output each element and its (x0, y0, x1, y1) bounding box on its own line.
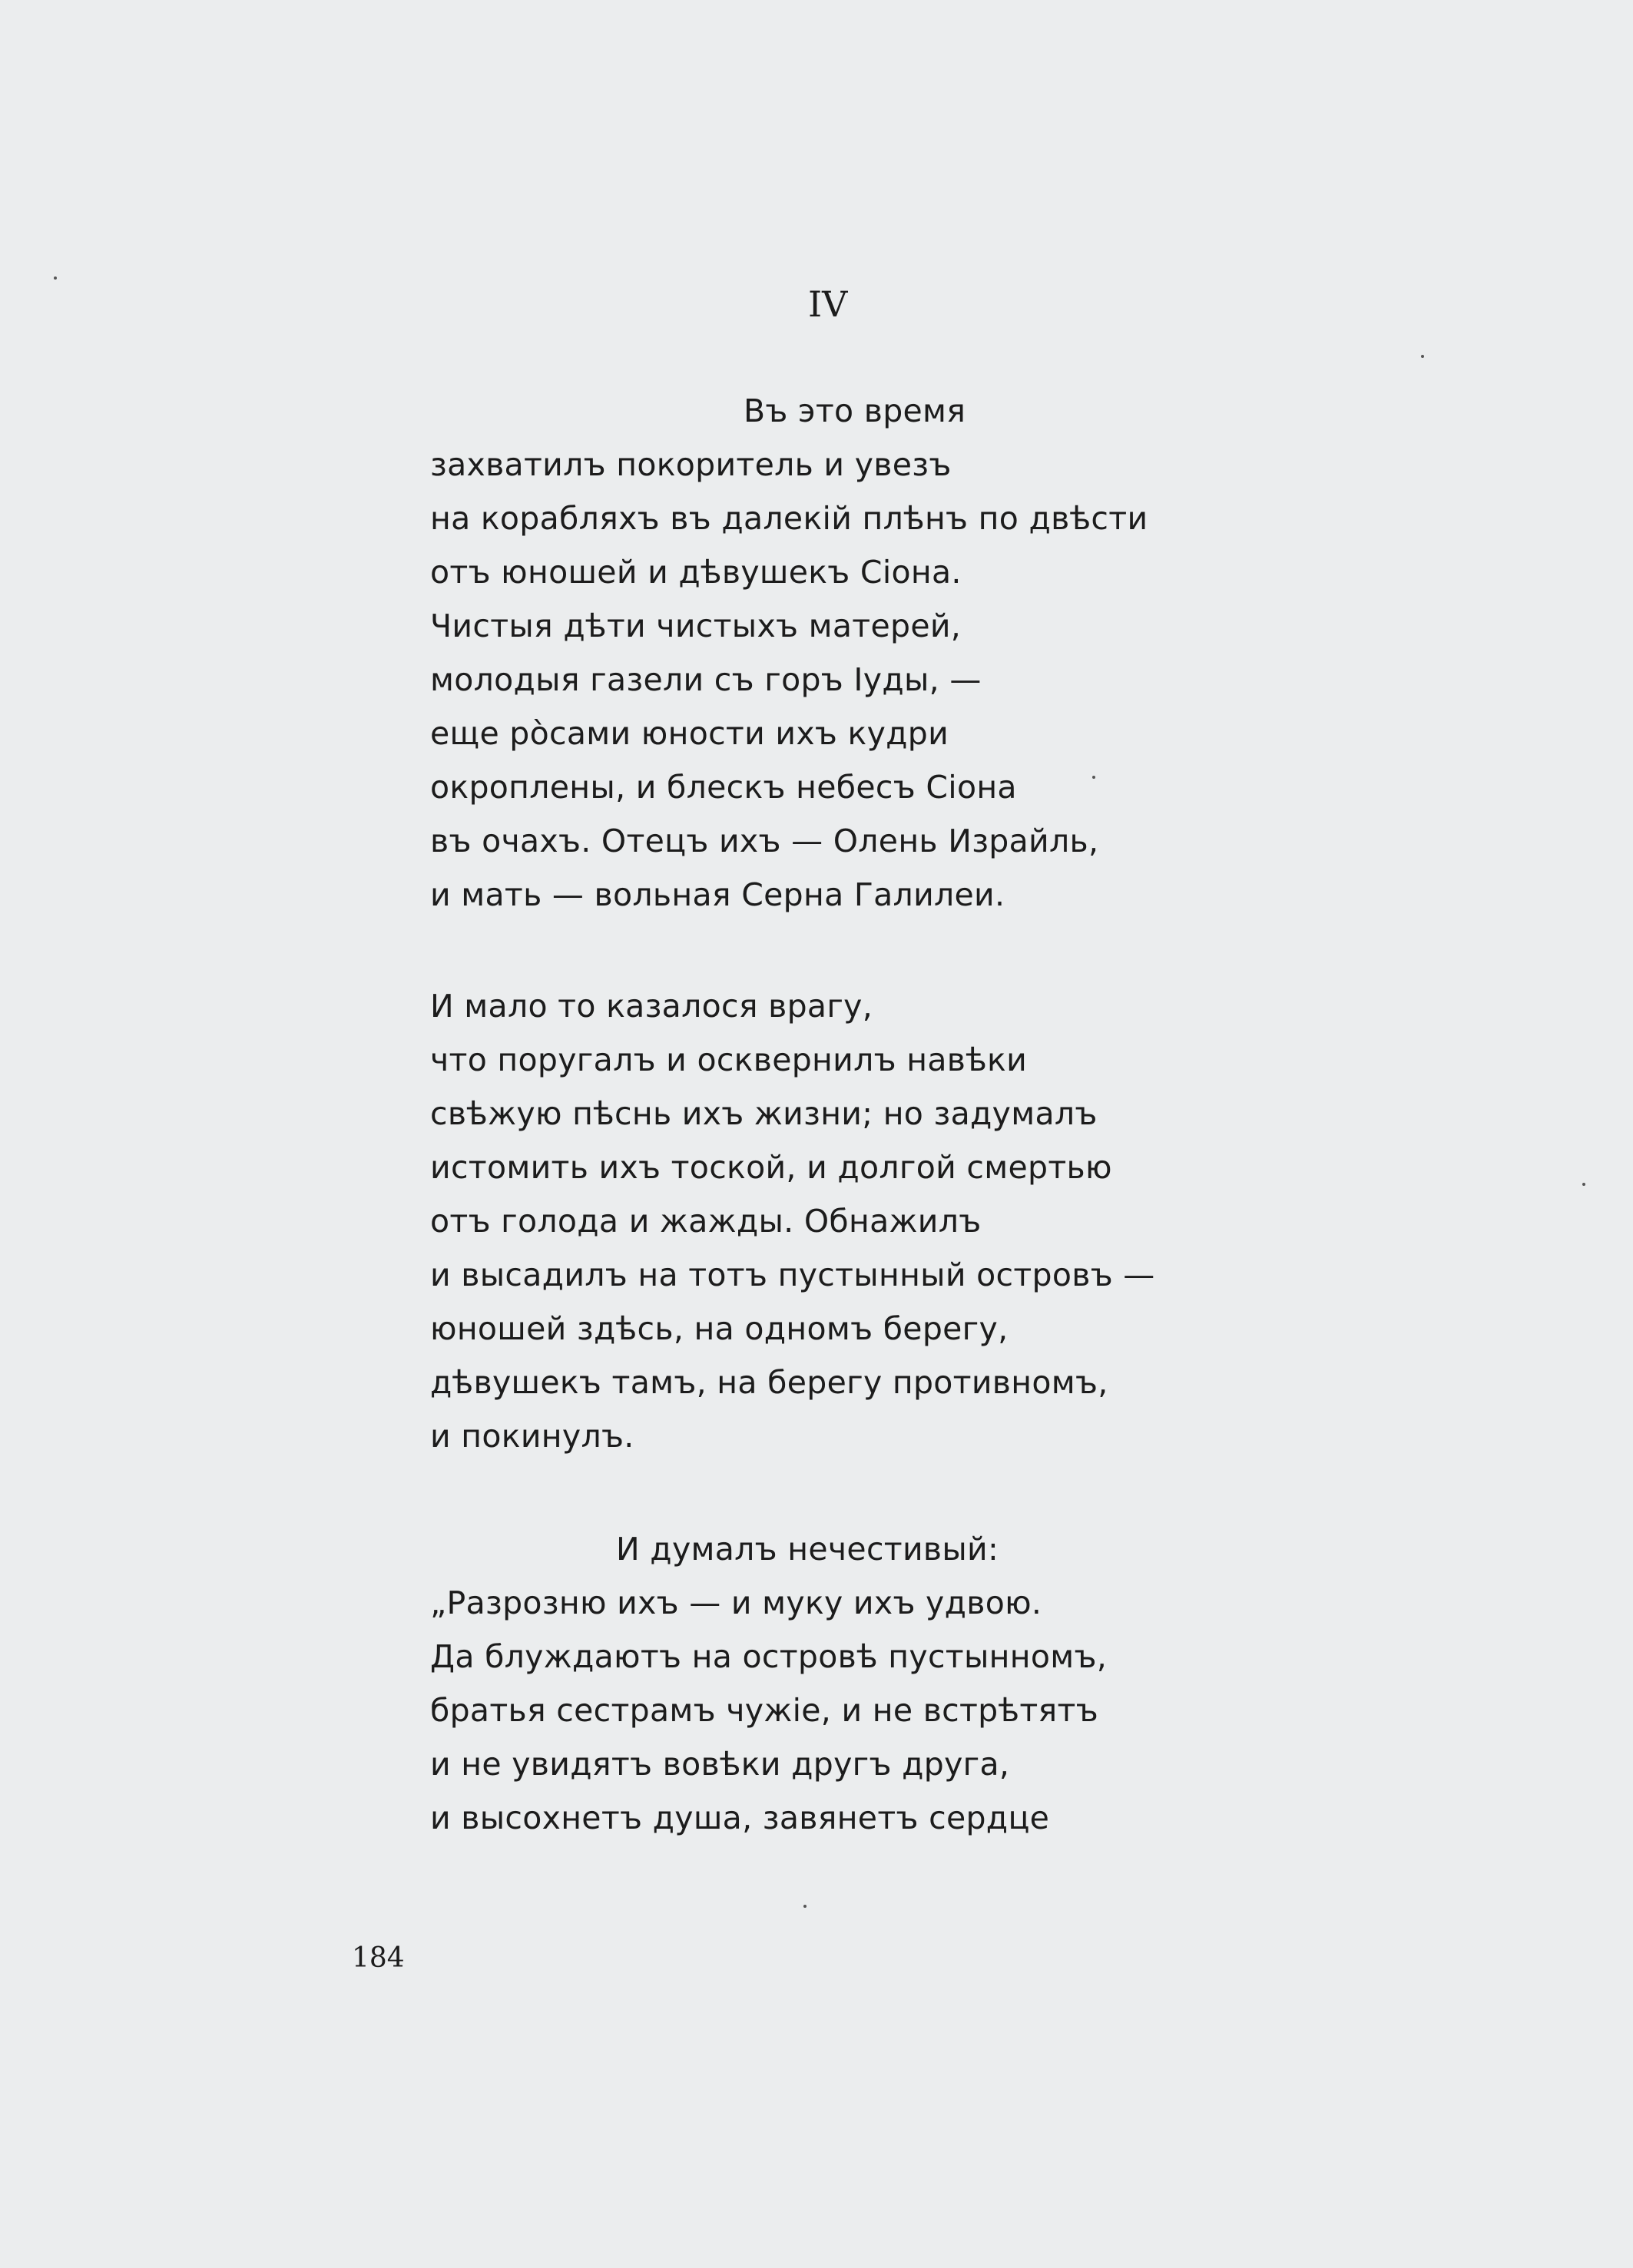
poem-line: въ очахъ. Отецъ ихъ — Олень Израйль, (430, 823, 1099, 859)
poem-line: Чистыя дѣти чистыхъ матерей, (430, 608, 962, 644)
poem-line: и не увидятъ вовѣки другъ друга, (430, 1746, 1010, 1783)
stanza-3 (430, 1522, 1107, 1845)
paper-speck (54, 276, 57, 280)
section-number: IV (808, 283, 848, 325)
page-number: 184 (352, 1942, 405, 1974)
poem-line: Въ это время (744, 392, 966, 429)
paper-speck (1582, 1183, 1585, 1186)
poem-line: дѣвушекъ тамъ, на берегу противномъ, (430, 1364, 1108, 1401)
poem-line: захватилъ покоритель и увезъ (430, 446, 952, 483)
poem-line: Да блуждаютъ на островѣ пустынномъ, (430, 1638, 1108, 1675)
paper-speck (1421, 355, 1424, 358)
poem-line: и высохнетъ душа, завянетъ сердце (430, 1800, 1050, 1836)
poem-line: отъ юношей и дѣвушекъ Сіона. (430, 554, 962, 591)
poem-line: „Разрозню ихъ — и муку ихъ удвою. (430, 1584, 1042, 1621)
poem-line: что поругалъ и осквернилъ навѣки (430, 1041, 1028, 1078)
paper-speck (803, 1905, 807, 1908)
poem-line: и высадилъ на тотъ пустынный островъ — (430, 1257, 1155, 1293)
poem-line: еще рòсами юности ихъ кудри (430, 715, 949, 752)
stanza-1 (430, 384, 1148, 922)
poem-line: И мало то казалося врагу, (430, 988, 873, 1025)
poem-line: и покинулъ. (430, 1418, 634, 1455)
poem-line: окроплены, и блескъ небесъ Сіона (430, 769, 1017, 806)
poem-line: на корабляхъ въ далекій плѣнъ по двѣсти (430, 500, 1148, 537)
poem-line: И думалъ нечестивый: (616, 1531, 999, 1568)
poem-line: свѣжую пѣснь ихъ жизни; но задумалъ (430, 1095, 1098, 1132)
poem-line: истомить ихъ тоской, и долгой смертью (430, 1149, 1112, 1186)
poem-line: молодыя газели съ горъ Іуды, — (430, 661, 982, 698)
poem-line: и мать — вольная Серна Галилеи. (430, 876, 1005, 913)
poem-line: отъ голода и жажды. Обнажилъ (430, 1203, 982, 1240)
stanza-2 (430, 979, 1155, 1463)
poem-line: братья сестрамъ чужіе, и не встрѣтятъ (430, 1692, 1098, 1729)
paper-speck (1092, 776, 1095, 779)
poem-line: юношей здѣсь, на одномъ берегу, (430, 1310, 1009, 1347)
